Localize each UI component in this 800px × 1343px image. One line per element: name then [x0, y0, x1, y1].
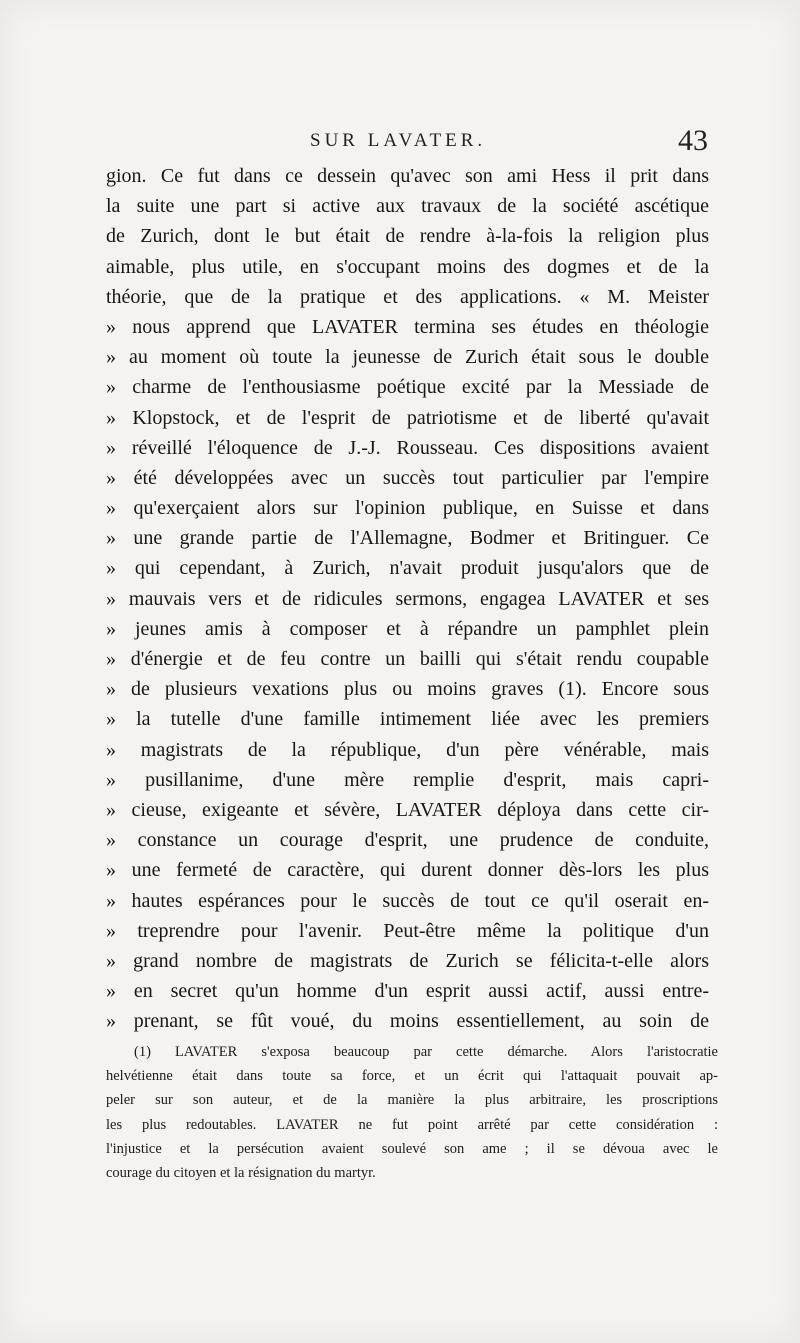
footnote-line: l'injustice et la persécution avaient soulevé son ame ; il se dévoua avec le: [106, 1140, 718, 1157]
text-line: » d'énergie et de feu contre un bailli qui s'était rendu coupable: [106, 648, 709, 670]
text-line: aimable, plus utile, en s'occupant moins des dogmes et de la: [106, 255, 709, 278]
body-text: [106, 161, 709, 1036]
text-line: » nous apprend que LAVATER termina ses études en théologie: [106, 315, 709, 338]
text-line: » grand nombre de magistrats de Zurich se félicita-t-elle alors: [106, 949, 709, 972]
text-line: » Klopstock, et de l'esprit de patriotisme et de liberté qu'avait: [106, 406, 709, 429]
text-line: » qu'exerçaient alors sur l'opinion publique, en Suisse et dans: [106, 497, 709, 520]
running-title: SUR LAVATER.: [310, 130, 487, 151]
text-line: » charme de l'enthousiasme poétique excité par la Messiade de: [106, 376, 709, 399]
text-line: » magistrats de la république, d'un père vénérable, mais: [106, 738, 709, 761]
text-line: la suite une part si active aux travaux de la société ascétique: [106, 195, 709, 218]
footnote-line: les plus redoutables. LAVATER ne fut point arrêté par cette considération :: [106, 1116, 718, 1133]
text-line: » au moment où toute la jeunesse de Zurich était sous le double: [106, 346, 709, 369]
text-line: » mauvais vers et de ridicules sermons, engagea LAVATER et ses: [106, 587, 709, 610]
footnote-line: courage du citoyen et la résignation du martyr.: [106, 1164, 376, 1181]
text-line: » constance un courage d'esprit, une prudence de conduite,: [106, 829, 709, 852]
text-line: » jeunes amis à composer et à répandre un pamphlet plein: [106, 617, 709, 640]
text-line: » été développées avec un succès tout particulier par l'empire: [106, 466, 709, 489]
text-line: » réveillé l'éloquence de J.-J. Rousseau. Ces dispositions avaient: [106, 436, 709, 459]
text-line: théorie, que de la pratique et des applications. « M. Meister: [106, 285, 709, 308]
text-line: gion. Ce fut dans ce dessein qu'avec son ami Hess il prit dans: [106, 165, 709, 187]
text-line: » hautes espérances pour le succès de tout ce qu'il oserait en-: [106, 889, 709, 912]
text-line: » de plusieurs vexations plus ou moins graves (1). Encore sous: [106, 678, 709, 701]
footnote-line: (1) LAVATER s'exposa beaucoup par cette démarche. Alors l'aristocratie: [134, 1044, 718, 1060]
text-line: » la tutelle d'une famille intimement liée avec les premiers: [106, 708, 709, 731]
footnote-line: peler sur son auteur, et de la manière la plus arbitraire, les proscriptions: [106, 1092, 718, 1109]
footnote-line: helvétienne était dans toute sa force, et un écrit qui l'attaquait pouvait ap-: [106, 1068, 718, 1085]
page-header: [105, 124, 708, 160]
text-line: » prenant, se fût voué, du moins essentiellement, au soin de: [106, 1010, 709, 1033]
text-line: » une fermeté de caractère, qui durent donner dès-lors les plus: [106, 859, 709, 882]
text-line: » treprendre pour l'avenir. Peut-être même la politique d'un: [106, 919, 709, 942]
text-line: » cieuse, exigeante et sévère, LAVATER déploya dans cette cir-: [106, 798, 709, 821]
page-number: 43: [678, 124, 708, 157]
footnote: [106, 1040, 718, 1185]
text-line: » une grande partie de l'Allemagne, Bodmer et Britinguer. Ce: [106, 527, 709, 550]
text-line: » qui cependant, à Zurich, n'avait produit jusqu'alors que de: [106, 557, 709, 580]
text-line: » en secret qu'un homme d'un esprit aussi actif, aussi entre-: [106, 980, 709, 1003]
text-line: de Zurich, dont le but était de rendre à-la-fois la religion plus: [106, 225, 709, 248]
text-line: » pusillanime, d'une mère remplie d'esprit, mais capri-: [106, 768, 709, 791]
